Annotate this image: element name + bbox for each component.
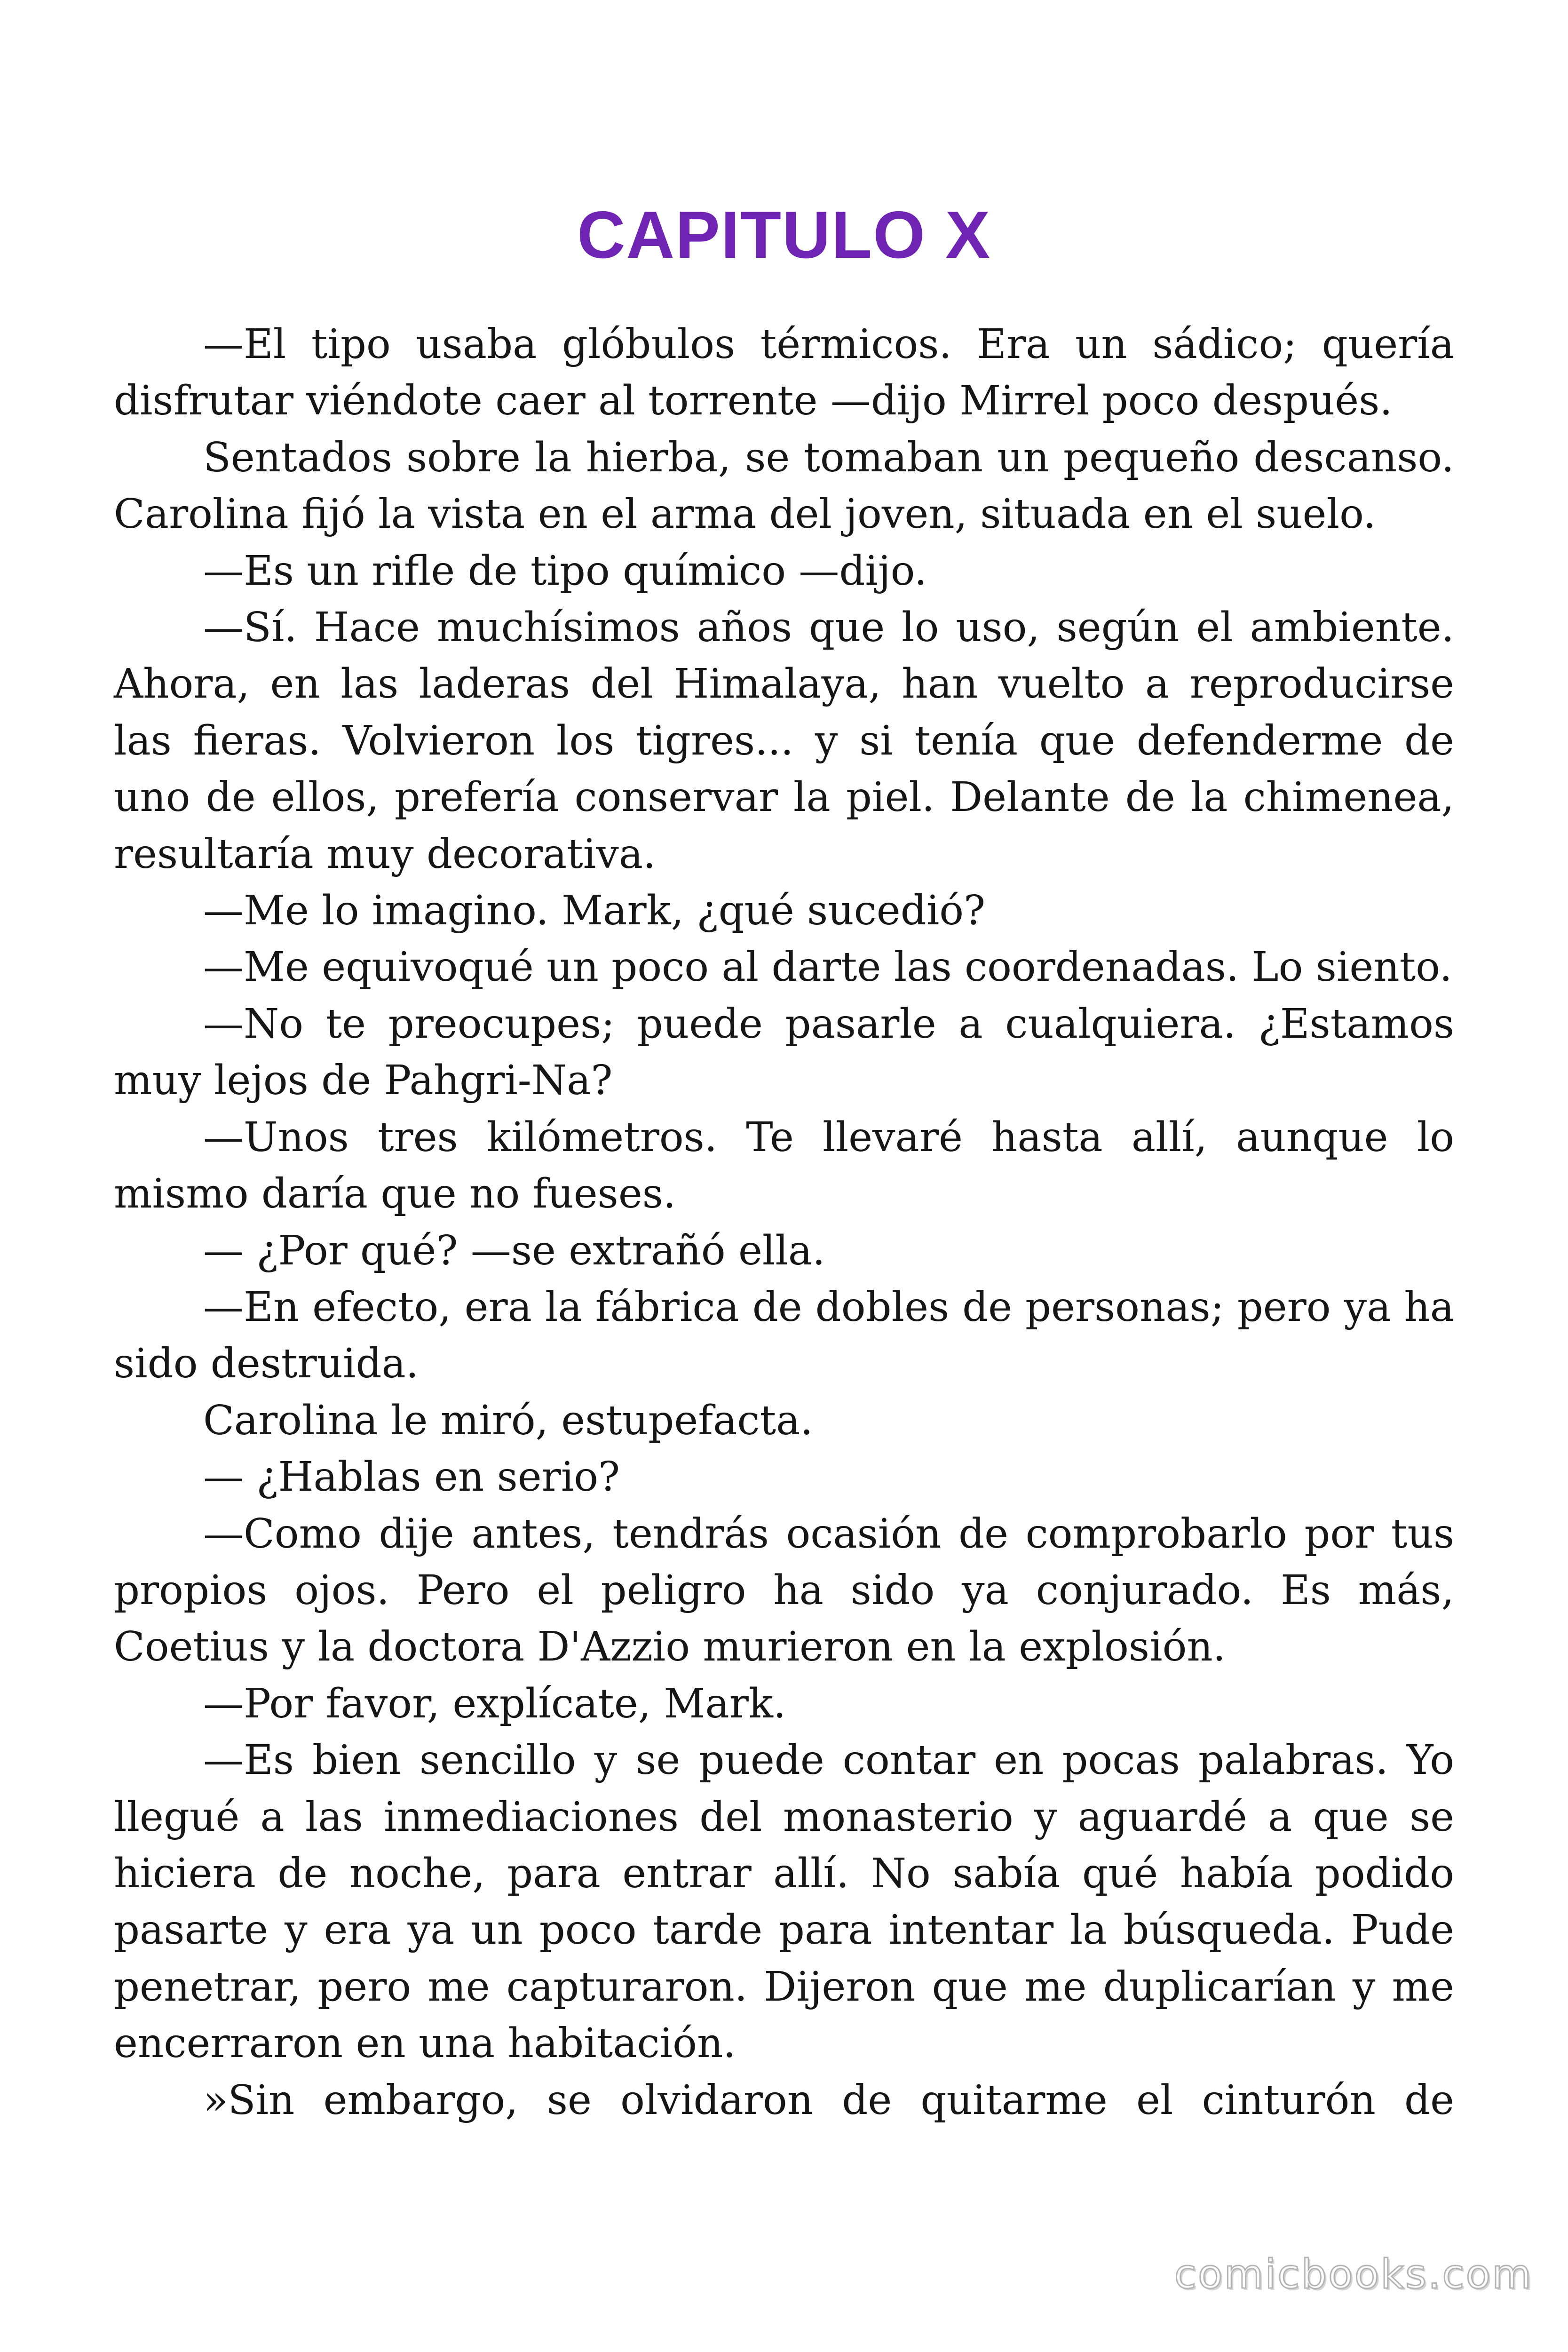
paragraph: Sentados sobre la hierba, se tomaban un pequeño descanso. Carolina fijó la vista en el arma del joven, situada en el suelo. xyxy=(114,434,1454,538)
paragraph: Carolina le miró, estupefacta. xyxy=(203,1397,813,1444)
paragraph: —Es bien sencillo y se puede contar en pocas palabras. Yo llegué a las inmediaciones del monasterio y aguardé a que se hiciera de noche, para entrar allí. No sabía qué había podido pasarte y era ya un poco tarde para intentar la búsqueda. Pude penetrar, pero me capturaron. Dijeron que me duplicarían y me encerraron en una habitación. xyxy=(114,1737,1454,2067)
paragraph: —Unos tres kilómetros. Te llevaré hasta allí, aunque lo mismo daría que no fueses. xyxy=(114,1113,1454,1218)
paragraph: —El tipo usaba glóbulos térmicos. Era un sádico; quería disfrutar viéndote caer al torrente —dijo Mirrel poco después. xyxy=(114,321,1454,425)
chapter-text xyxy=(114,316,1454,2129)
chapter-title: CAPITULO X xyxy=(577,198,991,272)
paragraph: — ¿Por qué? —se extrañó ella. xyxy=(203,1227,825,1274)
paragraph: —Sí. Hace muchísimos años que lo uso, según el ambiente. Ahora, en las laderas del Himalaya, han vuelto a reproducirse las fieras. Volvieron los tigres... y si tenía que defenderme de uno de ellos, prefería conservar la piel. Delante de la chimenea, resultaría muy decorativa. xyxy=(114,604,1454,878)
paragraph: —Me lo imagino. Mark, ¿qué sucedió? xyxy=(203,887,986,935)
paragraph-continued: »Sin embargo, se olvidaron de quitarme el cinturón de xyxy=(203,2076,1454,2124)
paragraph: —Es un rifle de tipo químico —dijo. xyxy=(203,547,927,595)
paragraph: —No te preocupes; puede pasarle a cualquiera. ¿Estamos muy lejos de Pahgri-Na? xyxy=(114,1000,1454,1104)
watermark: comicbooks.com xyxy=(1174,2251,1533,2298)
paragraph: —Como dije antes, tendrás ocasión de comprobarlo por tus propios ojos. Pero el peligro ha sido ya conjurado. Es más, Coetius y la doctora D'Azzio murieron en la explosión. xyxy=(114,1510,1454,1671)
paragraph: —Me equivoqué un poco al darte las coordenadas. Lo siento. xyxy=(203,944,1452,991)
paragraph: —Por favor, explícate, Mark. xyxy=(203,1680,786,1727)
paragraph: — ¿Hablas en serio? xyxy=(203,1454,620,1501)
paragraph: —En efecto, era la fábrica de dobles de personas; pero ya ha sido destruida. xyxy=(114,1283,1454,1388)
